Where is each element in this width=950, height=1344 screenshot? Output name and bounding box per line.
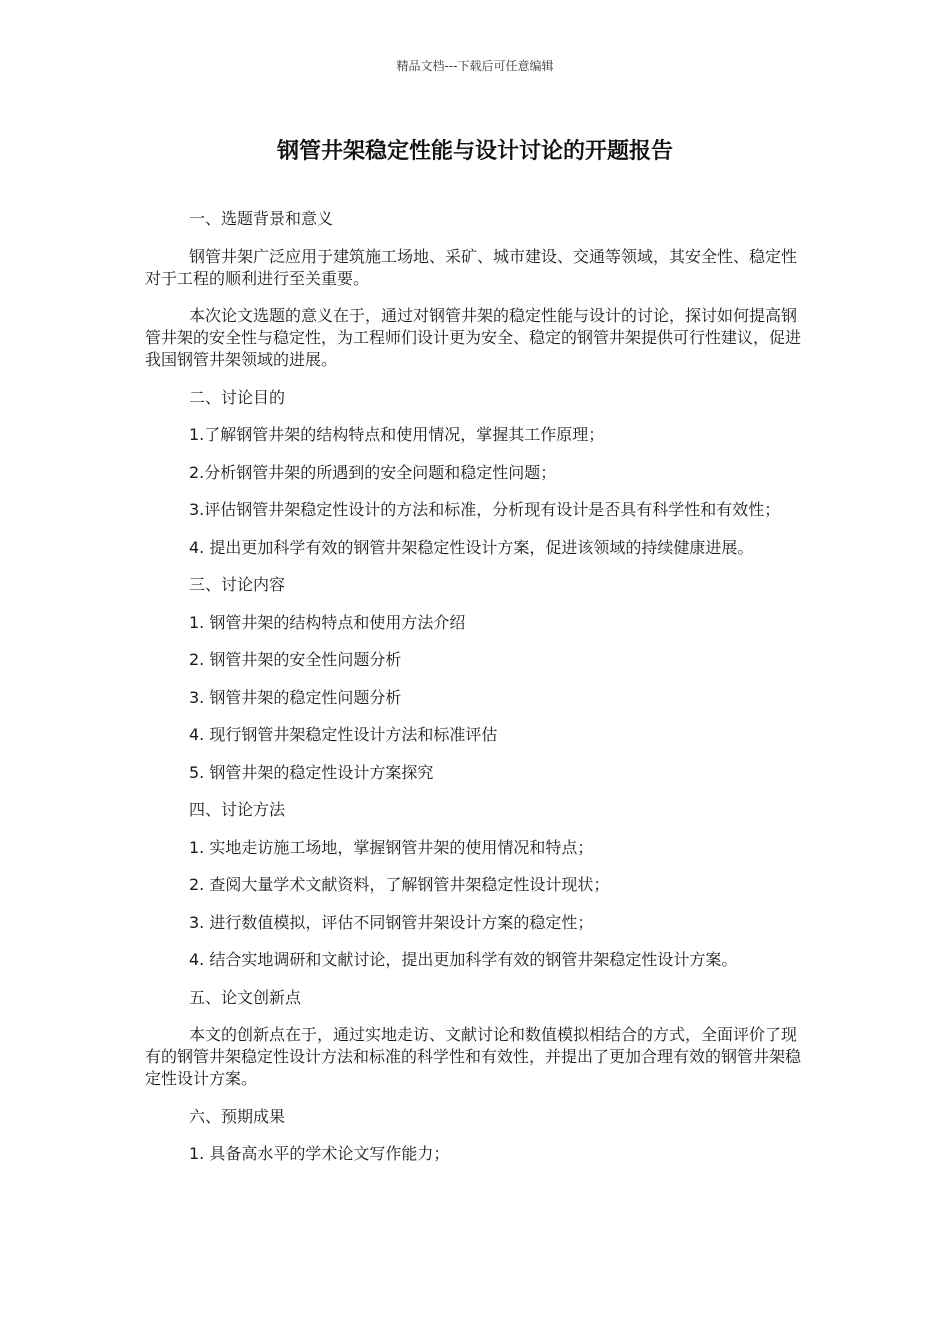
content-item-5: 5. 钢管井架的稳定性设计方案探究 [189,762,434,782]
page-header: 精品文档---下载后可任意编辑 [396,59,554,73]
section-heading-background: 一、选题背景和意义 [189,209,334,228]
method-item-1: 1. 实地走访施工场地，掌握钢管井架的使用情况和特点； [189,837,594,857]
section-heading-content: 三、讨论内容 [189,575,286,594]
objective-item-1: 1.了解钢管井架的结构特点和使用情况，掌握其工作原理； [189,425,605,444]
section-heading-outcomes: 六、预期成果 [189,1106,286,1126]
method-item-4: 4. 结合实地调研和文献讨论，提出更加科学有效的钢管井架稳定性设计方案。 [189,950,738,969]
objective-item-4: 4. 提出更加科学有效的钢管井架稳定性设计方案，促进该领域的持续健康进展。 [189,537,754,557]
content-item-1: 1. 钢管井架的结构特点和使用方法介绍 [189,612,466,632]
objective-item-2: 2.分析钢管井架的所遇到的安全问题和稳定性问题； [189,462,557,482]
content-item-2: 2. 钢管井架的安全性问题分析 [189,650,402,669]
content-item-4: 4. 现行钢管井架稳定性设计方法和标准评估 [189,725,498,744]
paragraph-innovation: 本文的创新点在于，通过实地走访、文献讨论和数值模拟相结合的方式，全面评价了现有的钢管井架稳定性设计方法和标准的科学性和有效性，并提出了更加合理有效的钢管井架稳定性设计方案。 [145,1025,802,1088]
outcome-item-1: 1. 具备高水平的学术论文写作能力； [189,1144,450,1163]
paragraph-background: 钢管井架广泛应用于建筑施工场地、采矿、城市建设、交通等领域，其安全性、稳定性对于工程的顺利进行至关重要。 [145,246,798,288]
section-heading-methods: 四、讨论方法 [189,800,286,819]
method-item-2: 2. 查阅大量学术文献资料，了解钢管井架稳定性设计现状； [189,875,610,894]
section-heading-innovation: 五、论文创新点 [189,987,302,1007]
section-heading-objectives: 二、讨论目的 [189,387,286,407]
content-item-3: 3. 钢管井架的稳定性问题分析 [189,687,402,707]
method-item-3: 3. 进行数值模拟，评估不同钢管井架设计方案的稳定性； [189,912,594,932]
objective-item-3: 3.评估钢管井架稳定性设计的方法和标准，分析现有设计是否具有科学性和有效性； [189,500,781,519]
document-body [145,208,807,1181]
paragraph-significance: 本次论文选题的意义在于，通过对钢管井架的稳定性能与设计的讨论，探讨如何提高钢管井架的安全性与稳定性，为工程师们设计更为安全、稳定的钢管井架提供可行性建议，促进我国钢管井架领域的进展。 [145,306,802,369]
document-title: 钢管井架稳定性能与设计讨论的开题报告 [276,139,673,164]
